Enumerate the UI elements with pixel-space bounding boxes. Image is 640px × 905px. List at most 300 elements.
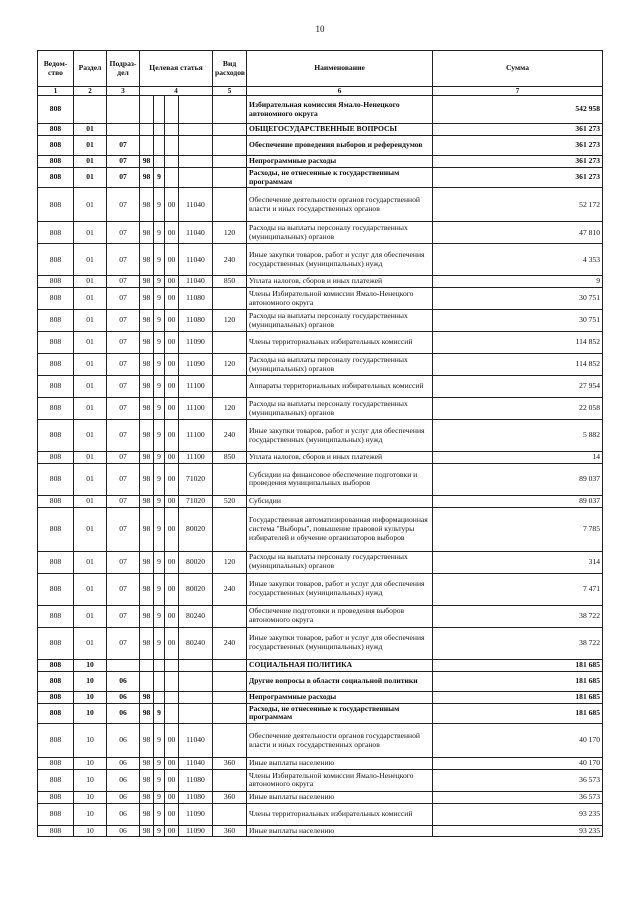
razdel-cell: 01 bbox=[74, 156, 107, 168]
target-group-cell: 00 bbox=[165, 188, 179, 222]
header-vid-rashodov: Вид расходов bbox=[213, 51, 247, 87]
podrazdel-cell: 07 bbox=[107, 276, 140, 288]
name-cell: Аппараты территориальных избирательных комиссий bbox=[247, 376, 433, 398]
table-row bbox=[38, 332, 603, 354]
page-number: 10 bbox=[315, 24, 325, 34]
amount-cell: 114 852 bbox=[433, 354, 603, 376]
target-group-cell: 00 bbox=[165, 276, 179, 288]
amount-cell: 47 810 bbox=[433, 222, 603, 244]
expense-type-cell bbox=[213, 136, 247, 156]
table-row bbox=[38, 452, 603, 464]
target-program-cell: 98 bbox=[140, 168, 154, 188]
target-direction-cell: 11040 bbox=[179, 244, 213, 276]
target-group-cell: 00 bbox=[165, 803, 179, 825]
podrazdel-cell bbox=[107, 96, 140, 124]
expense-type-cell: 120 bbox=[213, 310, 247, 332]
target-group-cell bbox=[165, 96, 179, 124]
header-razdel: Раздел bbox=[74, 51, 107, 87]
target-program-cell: 98 bbox=[140, 354, 154, 376]
podrazdel-cell: 06 bbox=[107, 724, 140, 758]
amount-cell: 30 751 bbox=[433, 310, 603, 332]
vedomstvo-cell: 808 bbox=[38, 703, 74, 723]
target-group-cell bbox=[165, 124, 179, 136]
name-cell: Члены территориальных избирательных комиссий bbox=[247, 803, 433, 825]
target-direction-cell: 11100 bbox=[179, 452, 213, 464]
razdel-cell: 01 bbox=[74, 573, 107, 605]
name-cell: Субсидии bbox=[247, 495, 433, 507]
table-row bbox=[38, 244, 603, 276]
target-direction-cell: 80020 bbox=[179, 551, 213, 573]
target-subprogram-cell bbox=[154, 659, 165, 671]
vedomstvo-cell: 808 bbox=[38, 452, 74, 464]
target-group-cell: 00 bbox=[165, 398, 179, 420]
expense-type-cell bbox=[213, 124, 247, 136]
podrazdel-cell: 07 bbox=[107, 551, 140, 573]
target-program-cell: 98 bbox=[140, 288, 154, 310]
expense-type-cell bbox=[213, 168, 247, 188]
target-program-cell bbox=[140, 671, 154, 691]
target-group-cell: 00 bbox=[165, 573, 179, 605]
table-row bbox=[38, 96, 603, 124]
target-group-cell: 00 bbox=[165, 507, 179, 551]
amount-cell: 93 235 bbox=[433, 825, 603, 837]
podrazdel-cell: 07 bbox=[107, 463, 140, 495]
amount-cell: 27 954 bbox=[433, 376, 603, 398]
target-direction-cell: 11100 bbox=[179, 420, 213, 452]
target-direction-cell: 80240 bbox=[179, 605, 213, 627]
expense-type-cell: 120 bbox=[213, 354, 247, 376]
target-program-cell: 98 bbox=[140, 758, 154, 770]
name-cell: Обеспечение проведения выборов и референдумов bbox=[247, 136, 433, 156]
target-subprogram-cell: 9 bbox=[154, 573, 165, 605]
expense-type-cell: 240 bbox=[213, 244, 247, 276]
target-group-cell bbox=[165, 691, 179, 703]
expense-type-cell: 850 bbox=[213, 276, 247, 288]
target-direction-cell: 11080 bbox=[179, 288, 213, 310]
table-row bbox=[38, 691, 603, 703]
podrazdel-cell: 07 bbox=[107, 507, 140, 551]
name-cell: Расходы, не отнесенные к государственным программам bbox=[247, 168, 433, 188]
table-row bbox=[38, 573, 603, 605]
target-group-cell: 00 bbox=[165, 724, 179, 758]
table-row bbox=[38, 463, 603, 495]
target-program-cell: 98 bbox=[140, 398, 154, 420]
razdel-cell: 10 bbox=[74, 758, 107, 770]
amount-cell: 38 722 bbox=[433, 627, 603, 659]
target-subprogram-cell: 9 bbox=[154, 354, 165, 376]
target-direction-cell: 11040 bbox=[179, 222, 213, 244]
vedomstvo-cell: 808 bbox=[38, 691, 74, 703]
target-subprogram-cell: 9 bbox=[154, 703, 165, 723]
vedomstvo-cell: 808 bbox=[38, 724, 74, 758]
podrazdel-cell: 07 bbox=[107, 420, 140, 452]
name-cell: Иные закупки товаров, работ и услуг для обеспечения государственных (муниципальных) нужд bbox=[247, 627, 433, 659]
name-cell: СОЦИАЛЬНАЯ ПОЛИТИКА bbox=[247, 659, 433, 671]
podrazdel-cell: 07 bbox=[107, 222, 140, 244]
razdel-cell: 01 bbox=[74, 276, 107, 288]
table-row bbox=[38, 310, 603, 332]
target-group-cell: 00 bbox=[165, 332, 179, 354]
target-subprogram-cell bbox=[154, 96, 165, 124]
target-group-cell: 00 bbox=[165, 244, 179, 276]
target-direction-cell: 11090 bbox=[179, 825, 213, 837]
amount-cell: 114 852 bbox=[433, 332, 603, 354]
amount-cell: 5 882 bbox=[433, 420, 603, 452]
target-subprogram-cell: 9 bbox=[154, 222, 165, 244]
expense-type-cell: 120 bbox=[213, 551, 247, 573]
razdel-cell: 01 bbox=[74, 376, 107, 398]
razdel-cell: 10 bbox=[74, 724, 107, 758]
vedomstvo-cell: 808 bbox=[38, 332, 74, 354]
target-direction-cell: 11090 bbox=[179, 354, 213, 376]
table-row bbox=[38, 288, 603, 310]
table-row bbox=[38, 156, 603, 168]
table-row bbox=[38, 671, 603, 691]
vedomstvo-cell: 808 bbox=[38, 627, 74, 659]
target-group-cell: 00 bbox=[165, 452, 179, 464]
table-row bbox=[38, 398, 603, 420]
expense-type-cell bbox=[213, 671, 247, 691]
target-program-cell: 98 bbox=[140, 605, 154, 627]
target-group-cell: 00 bbox=[165, 551, 179, 573]
expense-type-cell bbox=[213, 724, 247, 758]
target-subprogram-cell: 9 bbox=[154, 332, 165, 354]
target-group-cell: 00 bbox=[165, 288, 179, 310]
name-cell: Иные закупки товаров, работ и услуг для обеспечения государственных (муниципальных) нужд bbox=[247, 244, 433, 276]
amount-cell: 361 273 bbox=[433, 156, 603, 168]
target-program-cell: 98 bbox=[140, 376, 154, 398]
target-program-cell: 98 bbox=[140, 627, 154, 659]
vedomstvo-cell: 808 bbox=[38, 573, 74, 605]
target-program-cell: 98 bbox=[140, 724, 154, 758]
razdel-cell: 01 bbox=[74, 627, 107, 659]
vedomstvo-cell: 808 bbox=[38, 398, 74, 420]
amount-cell: 14 bbox=[433, 452, 603, 464]
target-program-cell: 98 bbox=[140, 551, 154, 573]
podrazdel-cell: 07 bbox=[107, 573, 140, 605]
target-direction-cell: 80020 bbox=[179, 573, 213, 605]
vedomstvo-cell: 808 bbox=[38, 354, 74, 376]
index-cell: 4 bbox=[140, 87, 213, 96]
vedomstvo-cell: 808 bbox=[38, 825, 74, 837]
expense-type-cell bbox=[213, 156, 247, 168]
name-cell: Субсидии на финансовое обеспечение подготовки и проведения муниципальных выборов bbox=[247, 463, 433, 495]
vedomstvo-cell: 808 bbox=[38, 507, 74, 551]
razdel-cell: 10 bbox=[74, 803, 107, 825]
table-row bbox=[38, 724, 603, 758]
vedomstvo-cell: 808 bbox=[38, 758, 74, 770]
amount-cell: 9 bbox=[433, 276, 603, 288]
table-row bbox=[38, 124, 603, 136]
target-program-cell: 98 bbox=[140, 188, 154, 222]
vedomstvo-cell: 808 bbox=[38, 791, 74, 803]
podrazdel-cell: 06 bbox=[107, 671, 140, 691]
header-podrazdel: Подраз-дел bbox=[107, 51, 140, 87]
amount-cell: 36 573 bbox=[433, 791, 603, 803]
name-cell: Иные выплаты населению bbox=[247, 758, 433, 770]
target-subprogram-cell bbox=[154, 136, 165, 156]
target-program-cell: 98 bbox=[140, 463, 154, 495]
podrazdel-cell: 06 bbox=[107, 791, 140, 803]
target-direction-cell: 71020 bbox=[179, 495, 213, 507]
target-subprogram-cell: 9 bbox=[154, 288, 165, 310]
name-cell: Непрограммные расходы bbox=[247, 691, 433, 703]
table-row bbox=[38, 703, 603, 723]
amount-cell: 89 037 bbox=[433, 463, 603, 495]
amount-cell: 314 bbox=[433, 551, 603, 573]
vedomstvo-cell: 808 bbox=[38, 244, 74, 276]
target-program-cell: 98 bbox=[140, 156, 154, 168]
target-group-cell bbox=[165, 156, 179, 168]
target-program-cell: 98 bbox=[140, 495, 154, 507]
target-group-cell bbox=[165, 168, 179, 188]
target-group-cell: 00 bbox=[165, 354, 179, 376]
target-program-cell: 98 bbox=[140, 244, 154, 276]
target-group-cell: 00 bbox=[165, 310, 179, 332]
razdel-cell: 01 bbox=[74, 420, 107, 452]
header-celevaya-statya: Целевая статья bbox=[140, 51, 213, 87]
podrazdel-cell: 07 bbox=[107, 168, 140, 188]
razdel-cell: 01 bbox=[74, 188, 107, 222]
podrazdel-cell: 07 bbox=[107, 188, 140, 222]
table-row bbox=[38, 627, 603, 659]
table-row bbox=[38, 551, 603, 573]
name-cell: Избирательная комиссия Ямало-Ненецкого автономного округа bbox=[247, 96, 433, 124]
name-cell: Государственная автоматизированная информационная система "Выборы", повышение правовой культуры избирателей и обучение организаторов выборов bbox=[247, 507, 433, 551]
vedomstvo-cell: 808 bbox=[38, 288, 74, 310]
amount-cell: 181 685 bbox=[433, 703, 603, 723]
target-program-cell: 98 bbox=[140, 310, 154, 332]
table-row bbox=[38, 376, 603, 398]
target-direction-cell bbox=[179, 691, 213, 703]
expense-type-cell bbox=[213, 605, 247, 627]
target-subprogram-cell: 9 bbox=[154, 452, 165, 464]
amount-cell: 7 785 bbox=[433, 507, 603, 551]
target-program-cell: 98 bbox=[140, 803, 154, 825]
target-program-cell: 98 bbox=[140, 825, 154, 837]
podrazdel-cell: 07 bbox=[107, 605, 140, 627]
amount-cell: 40 170 bbox=[433, 758, 603, 770]
expense-type-cell bbox=[213, 332, 247, 354]
expense-type-cell: 240 bbox=[213, 420, 247, 452]
razdel-cell: 01 bbox=[74, 452, 107, 464]
table-row bbox=[38, 769, 603, 791]
target-group-cell: 00 bbox=[165, 758, 179, 770]
target-group-cell: 00 bbox=[165, 463, 179, 495]
podrazdel-cell: 07 bbox=[107, 156, 140, 168]
target-subprogram-cell: 9 bbox=[154, 463, 165, 495]
target-program-cell: 98 bbox=[140, 691, 154, 703]
table-row bbox=[38, 803, 603, 825]
podrazdel-cell: 07 bbox=[107, 376, 140, 398]
expense-type-cell: 120 bbox=[213, 222, 247, 244]
razdel-cell: 01 bbox=[74, 332, 107, 354]
amount-cell: 361 273 bbox=[433, 124, 603, 136]
target-direction-cell: 11040 bbox=[179, 188, 213, 222]
name-cell: Члены Избирательной комиссии Ямало-Ненецкого автономного округа bbox=[247, 288, 433, 310]
header-row bbox=[38, 51, 603, 87]
vedomstvo-cell: 808 bbox=[38, 276, 74, 288]
vedomstvo-cell: 808 bbox=[38, 420, 74, 452]
index-cell: 7 bbox=[433, 87, 603, 96]
name-cell: Обеспечение подготовки и проведения выборов автономного округа bbox=[247, 605, 433, 627]
expense-type-cell bbox=[213, 288, 247, 310]
target-program-cell bbox=[140, 96, 154, 124]
podrazdel-cell: 07 bbox=[107, 310, 140, 332]
target-program-cell: 98 bbox=[140, 222, 154, 244]
razdel-cell: 01 bbox=[74, 124, 107, 136]
vedomstvo-cell: 808 bbox=[38, 124, 74, 136]
name-cell: Члены территориальных избирательных комиссий bbox=[247, 332, 433, 354]
target-subprogram-cell: 9 bbox=[154, 803, 165, 825]
target-group-cell: 00 bbox=[165, 495, 179, 507]
razdel-cell: 01 bbox=[74, 354, 107, 376]
table-row bbox=[38, 168, 603, 188]
target-group-cell: 00 bbox=[165, 627, 179, 659]
podrazdel-cell: 06 bbox=[107, 691, 140, 703]
expense-type-cell: 360 bbox=[213, 758, 247, 770]
amount-cell: 89 037 bbox=[433, 495, 603, 507]
target-program-cell: 98 bbox=[140, 703, 154, 723]
target-subprogram-cell: 9 bbox=[154, 168, 165, 188]
target-direction-cell: 11080 bbox=[179, 791, 213, 803]
name-cell: Обеспечение деятельности органов государственной власти и иных государственных органов bbox=[247, 724, 433, 758]
podrazdel-cell: 06 bbox=[107, 758, 140, 770]
table-row bbox=[38, 188, 603, 222]
razdel-cell: 01 bbox=[74, 244, 107, 276]
vedomstvo-cell: 808 bbox=[38, 188, 74, 222]
podrazdel-cell: 07 bbox=[107, 136, 140, 156]
target-direction-cell bbox=[179, 96, 213, 124]
target-subprogram-cell: 9 bbox=[154, 507, 165, 551]
razdel-cell: 01 bbox=[74, 463, 107, 495]
table-row bbox=[38, 659, 603, 671]
expense-type-cell: 520 bbox=[213, 495, 247, 507]
expense-type-cell bbox=[213, 691, 247, 703]
razdel-cell: 01 bbox=[74, 288, 107, 310]
target-subprogram-cell bbox=[154, 156, 165, 168]
target-program-cell: 98 bbox=[140, 507, 154, 551]
expense-type-cell bbox=[213, 659, 247, 671]
expense-type-cell bbox=[213, 769, 247, 791]
target-direction-cell: 11040 bbox=[179, 758, 213, 770]
target-program-cell: 98 bbox=[140, 452, 154, 464]
target-group-cell: 00 bbox=[165, 222, 179, 244]
amount-cell: 181 685 bbox=[433, 671, 603, 691]
target-group-cell bbox=[165, 659, 179, 671]
podrazdel-cell: 06 bbox=[107, 803, 140, 825]
name-cell: Расходы, не отнесенные к государственным программам bbox=[247, 703, 433, 723]
razdel-cell: 10 bbox=[74, 791, 107, 803]
expense-type-cell bbox=[213, 188, 247, 222]
name-cell: Иные выплаты населению bbox=[247, 791, 433, 803]
table-row bbox=[38, 276, 603, 288]
name-cell: Расходы на выплаты персоналу государственных (муниципальных) органов bbox=[247, 222, 433, 244]
razdel-cell: 10 bbox=[74, 825, 107, 837]
target-subprogram-cell: 9 bbox=[154, 188, 165, 222]
budget-table bbox=[37, 50, 603, 837]
table-row bbox=[38, 758, 603, 770]
target-group-cell: 00 bbox=[165, 420, 179, 452]
table-row bbox=[38, 222, 603, 244]
target-direction-cell bbox=[179, 168, 213, 188]
razdel-cell: 01 bbox=[74, 398, 107, 420]
vedomstvo-cell: 808 bbox=[38, 495, 74, 507]
podrazdel-cell bbox=[107, 659, 140, 671]
razdel-cell: 01 bbox=[74, 551, 107, 573]
target-group-cell: 00 bbox=[165, 376, 179, 398]
expense-type-cell bbox=[213, 703, 247, 723]
name-cell: Непрограммные расходы bbox=[247, 156, 433, 168]
header-naimenovanie: Наименование bbox=[247, 51, 433, 87]
amount-cell: 40 170 bbox=[433, 724, 603, 758]
amount-cell: 181 685 bbox=[433, 659, 603, 671]
target-direction-cell: 71020 bbox=[179, 463, 213, 495]
target-subprogram-cell: 9 bbox=[154, 376, 165, 398]
expense-type-cell: 240 bbox=[213, 573, 247, 605]
vedomstvo-cell: 808 bbox=[38, 769, 74, 791]
target-group-cell: 00 bbox=[165, 791, 179, 803]
name-cell: Члены Избирательной комиссии Ямало-Ненецкого автономного округа bbox=[247, 769, 433, 791]
vedomstvo-cell: 808 bbox=[38, 659, 74, 671]
header-vedomstvo: Ведом-ство bbox=[38, 51, 74, 87]
target-subprogram-cell: 9 bbox=[154, 758, 165, 770]
index-row bbox=[38, 87, 603, 96]
target-direction-cell bbox=[179, 703, 213, 723]
table-row bbox=[38, 605, 603, 627]
amount-cell: 361 273 bbox=[433, 168, 603, 188]
target-group-cell: 00 bbox=[165, 769, 179, 791]
razdel-cell: 01 bbox=[74, 168, 107, 188]
amount-cell: 30 751 bbox=[433, 288, 603, 310]
target-direction-cell: 11090 bbox=[179, 332, 213, 354]
amount-cell: 361 273 bbox=[433, 136, 603, 156]
target-direction-cell: 11080 bbox=[179, 310, 213, 332]
target-program-cell bbox=[140, 136, 154, 156]
razdel-cell: 01 bbox=[74, 136, 107, 156]
target-direction-cell: 11090 bbox=[179, 803, 213, 825]
razdel-cell: 01 bbox=[74, 495, 107, 507]
amount-cell: 52 172 bbox=[433, 188, 603, 222]
name-cell: Иные закупки товаров, работ и услуг для обеспечения государственных (муниципальных) нужд bbox=[247, 573, 433, 605]
name-cell: Уплата налогов, сборов и иных платежей bbox=[247, 452, 433, 464]
amount-cell: 181 685 bbox=[433, 691, 603, 703]
target-subprogram-cell bbox=[154, 671, 165, 691]
target-direction-cell bbox=[179, 156, 213, 168]
vedomstvo-cell: 808 bbox=[38, 551, 74, 573]
target-direction-cell: 11080 bbox=[179, 769, 213, 791]
header-summa: Сумма bbox=[433, 51, 603, 87]
table-row bbox=[38, 507, 603, 551]
expense-type-cell: 360 bbox=[213, 791, 247, 803]
target-group-cell bbox=[165, 136, 179, 156]
target-subprogram-cell: 9 bbox=[154, 627, 165, 659]
target-group-cell: 00 bbox=[165, 825, 179, 837]
index-cell: 1 bbox=[38, 87, 74, 96]
target-subprogram-cell: 9 bbox=[154, 398, 165, 420]
expense-type-cell bbox=[213, 96, 247, 124]
target-direction-cell bbox=[179, 124, 213, 136]
name-cell: Обеспечение деятельности органов государственной власти и иных государственных органов bbox=[247, 188, 433, 222]
podrazdel-cell: 07 bbox=[107, 332, 140, 354]
amount-cell: 542 958 bbox=[433, 96, 603, 124]
expense-type-cell: 120 bbox=[213, 398, 247, 420]
podrazdel-cell: 06 bbox=[107, 703, 140, 723]
name-cell: ОБЩЕГОСУДАРСТВЕННЫЕ ВОПРОСЫ bbox=[247, 124, 433, 136]
table-body bbox=[38, 96, 603, 837]
target-subprogram-cell: 9 bbox=[154, 495, 165, 507]
target-subprogram-cell bbox=[154, 691, 165, 703]
